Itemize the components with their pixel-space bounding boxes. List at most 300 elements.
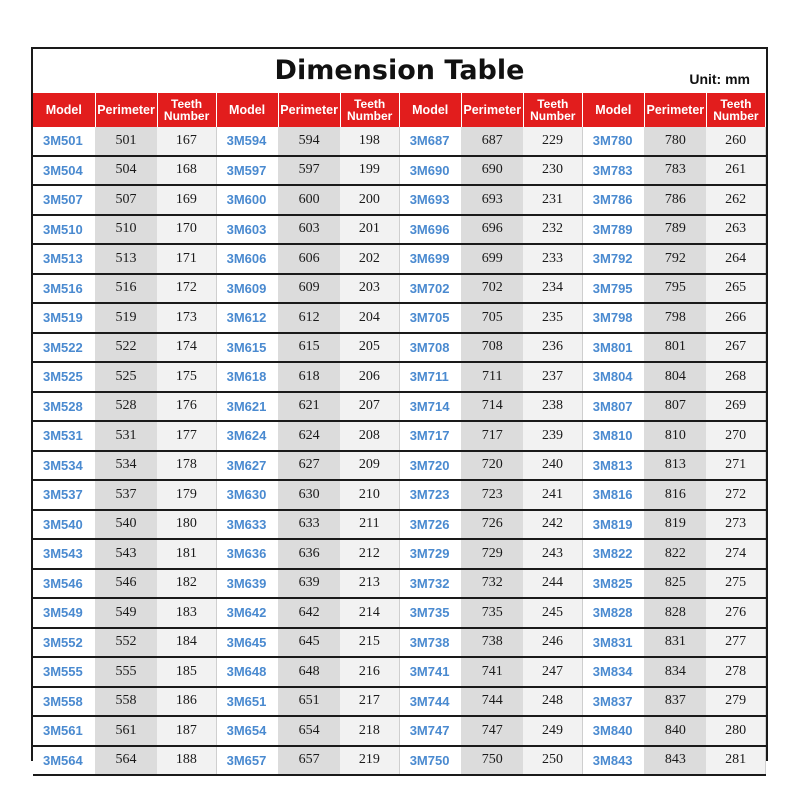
teeth-number-cell: 203 [340, 274, 399, 304]
model-cell: 3M690 [399, 156, 461, 186]
perimeter-cell: 504 [95, 156, 157, 186]
perimeter-cell: 561 [95, 716, 157, 746]
teeth-number-cell: 188 [157, 746, 216, 776]
teeth-number-cell: 243 [523, 539, 582, 569]
table-row [33, 539, 766, 569]
teeth-number-cell: 175 [157, 362, 216, 392]
model-cell: 3M795 [582, 274, 644, 304]
model-cell: 3M624 [216, 421, 278, 451]
model-cell: 3M834 [582, 657, 644, 687]
perimeter-cell: 729 [461, 539, 523, 569]
teeth-number-cell: 179 [157, 480, 216, 510]
model-cell: 3M609 [216, 274, 278, 304]
model-cell: 3M648 [216, 657, 278, 687]
model-cell: 3M744 [399, 687, 461, 717]
perimeter-cell: 807 [644, 392, 706, 422]
perimeter-cell: 657 [278, 746, 340, 776]
teeth-number-cell: 233 [523, 244, 582, 274]
teeth-number-cell: 205 [340, 333, 399, 363]
teeth-number-cell: 268 [706, 362, 765, 392]
table-row [33, 716, 766, 746]
teeth-number-cell: 260 [706, 127, 765, 156]
perimeter-cell: 696 [461, 215, 523, 245]
model-cell: 3M747 [399, 716, 461, 746]
perimeter-cell: 699 [461, 244, 523, 274]
teeth-number-cell: 201 [340, 215, 399, 245]
model-cell: 3M687 [399, 127, 461, 156]
perimeter-cell: 531 [95, 421, 157, 451]
header-perimeter: Perimeter [278, 93, 340, 127]
model-cell: 3M801 [582, 333, 644, 363]
table-row [33, 362, 766, 392]
teeth-number-cell: 215 [340, 628, 399, 658]
teeth-number-cell: 277 [706, 628, 765, 658]
teeth-number-cell: 187 [157, 716, 216, 746]
model-cell: 3M618 [216, 362, 278, 392]
model-cell: 3M789 [582, 215, 644, 245]
model-cell: 3M831 [582, 628, 644, 658]
perimeter-cell: 711 [461, 362, 523, 392]
model-cell: 3M522 [33, 333, 95, 363]
table-row [33, 215, 766, 245]
header-teeth-line2: Number [530, 109, 576, 123]
perimeter-cell: 540 [95, 510, 157, 540]
table-row [33, 569, 766, 599]
teeth-number-cell: 250 [523, 746, 582, 776]
perimeter-cell: 810 [644, 421, 706, 451]
perimeter-cell: 837 [644, 687, 706, 717]
perimeter-cell: 537 [95, 480, 157, 510]
perimeter-cell: 597 [278, 156, 340, 186]
model-cell: 3M729 [399, 539, 461, 569]
table-row [33, 333, 766, 363]
teeth-number-cell: 247 [523, 657, 582, 687]
teeth-number-cell: 207 [340, 392, 399, 422]
model-cell: 3M828 [582, 598, 644, 628]
perimeter-cell: 621 [278, 392, 340, 422]
table-row [33, 687, 766, 717]
teeth-number-cell: 264 [706, 244, 765, 274]
model-cell: 3M714 [399, 392, 461, 422]
model-cell: 3M507 [33, 185, 95, 215]
table-row [33, 598, 766, 628]
teeth-number-cell: 232 [523, 215, 582, 245]
perimeter-cell: 789 [644, 215, 706, 245]
teeth-number-cell: 267 [706, 333, 765, 363]
table-row [33, 421, 766, 451]
model-cell: 3M546 [33, 569, 95, 599]
teeth-number-cell: 177 [157, 421, 216, 451]
perimeter-cell: 627 [278, 451, 340, 481]
table-row [33, 156, 766, 186]
teeth-number-cell: 200 [340, 185, 399, 215]
table-row [33, 185, 766, 215]
teeth-number-cell: 216 [340, 657, 399, 687]
teeth-number-cell: 214 [340, 598, 399, 628]
perimeter-cell: 549 [95, 598, 157, 628]
perimeter-cell: 840 [644, 716, 706, 746]
teeth-number-cell: 167 [157, 127, 216, 156]
model-cell: 3M513 [33, 244, 95, 274]
model-cell: 3M807 [582, 392, 644, 422]
perimeter-cell: 654 [278, 716, 340, 746]
header-teeth-line2: Number [163, 109, 210, 123]
model-cell: 3M606 [216, 244, 278, 274]
unit-label: Unit: mm [689, 71, 750, 87]
teeth-number-cell: 265 [706, 274, 765, 304]
model-cell: 3M813 [582, 451, 644, 481]
perimeter-cell: 603 [278, 215, 340, 245]
perimeter-cell: 510 [95, 215, 157, 245]
header-model: Model [399, 93, 461, 127]
model-cell: 3M540 [33, 510, 95, 540]
teeth-number-cell: 261 [706, 156, 765, 186]
perimeter-cell: 516 [95, 274, 157, 304]
perimeter-cell: 594 [278, 127, 340, 156]
perimeter-cell: 513 [95, 244, 157, 274]
model-cell: 3M822 [582, 539, 644, 569]
perimeter-cell: 642 [278, 598, 340, 628]
teeth-number-cell: 244 [523, 569, 582, 599]
perimeter-cell: 738 [461, 628, 523, 658]
perimeter-cell: 714 [461, 392, 523, 422]
perimeter-cell: 528 [95, 392, 157, 422]
perimeter-cell: 801 [644, 333, 706, 363]
perimeter-cell: 816 [644, 480, 706, 510]
perimeter-cell: 648 [278, 657, 340, 687]
model-cell: 3M699 [399, 244, 461, 274]
model-cell: 3M723 [399, 480, 461, 510]
perimeter-cell: 708 [461, 333, 523, 363]
teeth-number-cell: 272 [706, 480, 765, 510]
model-cell: 3M561 [33, 716, 95, 746]
teeth-number-cell: 211 [340, 510, 399, 540]
model-cell: 3M615 [216, 333, 278, 363]
teeth-number-cell: 262 [706, 185, 765, 215]
model-cell: 3M627 [216, 451, 278, 481]
model-cell: 3M693 [399, 185, 461, 215]
table-row [33, 628, 766, 658]
table-body [33, 127, 766, 775]
teeth-number-cell: 278 [706, 657, 765, 687]
perimeter-cell: 555 [95, 657, 157, 687]
perimeter-cell: 522 [95, 333, 157, 363]
teeth-number-cell: 237 [523, 362, 582, 392]
teeth-number-cell: 273 [706, 510, 765, 540]
perimeter-cell: 507 [95, 185, 157, 215]
model-cell: 3M519 [33, 303, 95, 333]
perimeter-cell: 564 [95, 746, 157, 776]
perimeter-cell: 693 [461, 185, 523, 215]
model-cell: 3M531 [33, 421, 95, 451]
model-cell: 3M642 [216, 598, 278, 628]
teeth-number-cell: 274 [706, 539, 765, 569]
header-row [33, 93, 766, 127]
model-cell: 3M558 [33, 687, 95, 717]
model-cell: 3M717 [399, 421, 461, 451]
model-cell: 3M726 [399, 510, 461, 540]
model-cell: 3M780 [582, 127, 644, 156]
perimeter-cell: 828 [644, 598, 706, 628]
teeth-number-cell: 266 [706, 303, 765, 333]
model-cell: 3M636 [216, 539, 278, 569]
perimeter-cell: 645 [278, 628, 340, 658]
teeth-number-cell: 206 [340, 362, 399, 392]
teeth-number-cell: 213 [340, 569, 399, 599]
teeth-number-cell: 231 [523, 185, 582, 215]
header-model: Model [582, 93, 644, 127]
perimeter-cell: 795 [644, 274, 706, 304]
perimeter-cell: 630 [278, 480, 340, 510]
perimeter-cell: 819 [644, 510, 706, 540]
table-title: Dimension Table [274, 55, 525, 86]
model-cell: 3M525 [33, 362, 95, 392]
teeth-number-cell: 234 [523, 274, 582, 304]
model-cell: 3M837 [582, 687, 644, 717]
teeth-number-cell: 184 [157, 628, 216, 658]
header-teeth-number [523, 93, 582, 127]
perimeter-cell: 747 [461, 716, 523, 746]
dimension-table-frame [31, 47, 768, 768]
perimeter-cell: 519 [95, 303, 157, 333]
perimeter-cell: 744 [461, 687, 523, 717]
model-cell: 3M792 [582, 244, 644, 274]
teeth-number-cell: 239 [523, 421, 582, 451]
perimeter-cell: 831 [644, 628, 706, 658]
perimeter-cell: 726 [461, 510, 523, 540]
perimeter-cell: 651 [278, 687, 340, 717]
perimeter-cell: 636 [278, 539, 340, 569]
model-cell: 3M543 [33, 539, 95, 569]
teeth-number-cell: 217 [340, 687, 399, 717]
perimeter-cell: 639 [278, 569, 340, 599]
model-cell: 3M798 [582, 303, 644, 333]
model-cell: 3M711 [399, 362, 461, 392]
teeth-number-cell: 269 [706, 392, 765, 422]
model-cell: 3M720 [399, 451, 461, 481]
teeth-number-cell: 208 [340, 421, 399, 451]
model-cell: 3M825 [582, 569, 644, 599]
teeth-number-cell: 204 [340, 303, 399, 333]
perimeter-cell: 543 [95, 539, 157, 569]
teeth-number-cell: 279 [706, 687, 765, 717]
teeth-number-cell: 248 [523, 687, 582, 717]
model-cell: 3M621 [216, 392, 278, 422]
model-cell: 3M603 [216, 215, 278, 245]
teeth-number-cell: 238 [523, 392, 582, 422]
model-cell: 3M555 [33, 657, 95, 687]
header-perimeter: Perimeter [95, 93, 157, 127]
teeth-number-cell: 186 [157, 687, 216, 717]
teeth-number-cell: 240 [523, 451, 582, 481]
perimeter-cell: 624 [278, 421, 340, 451]
teeth-number-cell: 280 [706, 716, 765, 746]
teeth-number-cell: 180 [157, 510, 216, 540]
header-teeth-line1: Teeth [537, 97, 569, 111]
header-teeth-line1: Teeth [171, 97, 203, 111]
perimeter-cell: 618 [278, 362, 340, 392]
teeth-number-cell: 171 [157, 244, 216, 274]
perimeter-cell: 546 [95, 569, 157, 599]
model-cell: 3M786 [582, 185, 644, 215]
header-teeth-number [340, 93, 399, 127]
model-cell: 3M735 [399, 598, 461, 628]
teeth-number-cell: 235 [523, 303, 582, 333]
header-teeth-number [157, 93, 216, 127]
model-cell: 3M633 [216, 510, 278, 540]
perimeter-cell: 690 [461, 156, 523, 186]
perimeter-cell: 534 [95, 451, 157, 481]
teeth-number-cell: 270 [706, 421, 765, 451]
model-cell: 3M564 [33, 746, 95, 776]
model-cell: 3M804 [582, 362, 644, 392]
perimeter-cell: 750 [461, 746, 523, 776]
teeth-number-cell: 271 [706, 451, 765, 481]
model-cell: 3M708 [399, 333, 461, 363]
perimeter-cell: 834 [644, 657, 706, 687]
perimeter-cell: 615 [278, 333, 340, 363]
perimeter-cell: 552 [95, 628, 157, 658]
teeth-number-cell: 242 [523, 510, 582, 540]
perimeter-cell: 798 [644, 303, 706, 333]
teeth-number-cell: 170 [157, 215, 216, 245]
perimeter-cell: 606 [278, 244, 340, 274]
model-cell: 3M510 [33, 215, 95, 245]
header-teeth-number [706, 93, 765, 127]
teeth-number-cell: 276 [706, 598, 765, 628]
table-row [33, 746, 766, 776]
model-cell: 3M528 [33, 392, 95, 422]
model-cell: 3M537 [33, 480, 95, 510]
model-cell: 3M843 [582, 746, 644, 776]
teeth-number-cell: 183 [157, 598, 216, 628]
teeth-number-cell: 209 [340, 451, 399, 481]
perimeter-cell: 792 [644, 244, 706, 274]
teeth-number-cell: 169 [157, 185, 216, 215]
model-cell: 3M549 [33, 598, 95, 628]
header-teeth-line2: Number [347, 109, 393, 123]
perimeter-cell: 804 [644, 362, 706, 392]
teeth-number-cell: 182 [157, 569, 216, 599]
perimeter-cell: 822 [644, 539, 706, 569]
model-cell: 3M840 [582, 716, 644, 746]
model-cell: 3M504 [33, 156, 95, 186]
perimeter-cell: 825 [644, 569, 706, 599]
teeth-number-cell: 246 [523, 628, 582, 658]
model-cell: 3M600 [216, 185, 278, 215]
model-cell: 3M639 [216, 569, 278, 599]
table-row [33, 510, 766, 540]
header-teeth-line2: Number [713, 109, 759, 123]
perimeter-cell: 609 [278, 274, 340, 304]
teeth-number-cell: 178 [157, 451, 216, 481]
table-row [33, 451, 766, 481]
model-cell: 3M741 [399, 657, 461, 687]
model-cell: 3M810 [582, 421, 644, 451]
perimeter-cell: 732 [461, 569, 523, 599]
table-row [33, 303, 766, 333]
teeth-number-cell: 173 [157, 303, 216, 333]
model-cell: 3M516 [33, 274, 95, 304]
teeth-number-cell: 236 [523, 333, 582, 363]
table-row [33, 392, 766, 422]
perimeter-cell: 843 [644, 746, 706, 776]
teeth-number-cell: 181 [157, 539, 216, 569]
teeth-number-cell: 202 [340, 244, 399, 274]
perimeter-cell: 612 [278, 303, 340, 333]
teeth-number-cell: 210 [340, 480, 399, 510]
model-cell: 3M552 [33, 628, 95, 658]
perimeter-cell: 687 [461, 127, 523, 156]
perimeter-cell: 525 [95, 362, 157, 392]
table-row [33, 274, 766, 304]
model-cell: 3M816 [582, 480, 644, 510]
teeth-number-cell: 172 [157, 274, 216, 304]
model-cell: 3M594 [216, 127, 278, 156]
teeth-number-cell: 218 [340, 716, 399, 746]
teeth-number-cell: 168 [157, 156, 216, 186]
perimeter-cell: 813 [644, 451, 706, 481]
table-row [33, 657, 766, 687]
model-cell: 3M534 [33, 451, 95, 481]
model-cell: 3M612 [216, 303, 278, 333]
table-row [33, 480, 766, 510]
model-cell: 3M750 [399, 746, 461, 776]
perimeter-cell: 702 [461, 274, 523, 304]
teeth-number-cell: 249 [523, 716, 582, 746]
teeth-number-cell: 219 [340, 746, 399, 776]
perimeter-cell: 780 [644, 127, 706, 156]
teeth-number-cell: 229 [523, 127, 582, 156]
teeth-number-cell: 245 [523, 598, 582, 628]
teeth-number-cell: 230 [523, 156, 582, 186]
perimeter-cell: 717 [461, 421, 523, 451]
header-teeth-line1: Teeth [354, 97, 386, 111]
perimeter-cell: 723 [461, 480, 523, 510]
model-cell: 3M651 [216, 687, 278, 717]
perimeter-cell: 705 [461, 303, 523, 333]
model-cell: 3M597 [216, 156, 278, 186]
teeth-number-cell: 199 [340, 156, 399, 186]
model-cell: 3M501 [33, 127, 95, 156]
perimeter-cell: 633 [278, 510, 340, 540]
perimeter-cell: 786 [644, 185, 706, 215]
teeth-number-cell: 281 [706, 746, 765, 776]
model-cell: 3M657 [216, 746, 278, 776]
model-cell: 3M696 [399, 215, 461, 245]
perimeter-cell: 783 [644, 156, 706, 186]
model-cell: 3M654 [216, 716, 278, 746]
teeth-number-cell: 263 [706, 215, 765, 245]
model-cell: 3M738 [399, 628, 461, 658]
header-perimeter: Perimeter [461, 93, 523, 127]
perimeter-cell: 735 [461, 598, 523, 628]
perimeter-cell: 720 [461, 451, 523, 481]
teeth-number-cell: 185 [157, 657, 216, 687]
model-cell: 3M783 [582, 156, 644, 186]
model-cell: 3M630 [216, 480, 278, 510]
teeth-number-cell: 198 [340, 127, 399, 156]
teeth-number-cell: 176 [157, 392, 216, 422]
header-perimeter: Perimeter [644, 93, 706, 127]
teeth-number-cell: 241 [523, 480, 582, 510]
teeth-number-cell: 212 [340, 539, 399, 569]
header-model: Model [33, 93, 95, 127]
perimeter-cell: 600 [278, 185, 340, 215]
header-teeth-line1: Teeth [720, 97, 752, 111]
table-row [33, 244, 766, 274]
teeth-number-cell: 275 [706, 569, 765, 599]
